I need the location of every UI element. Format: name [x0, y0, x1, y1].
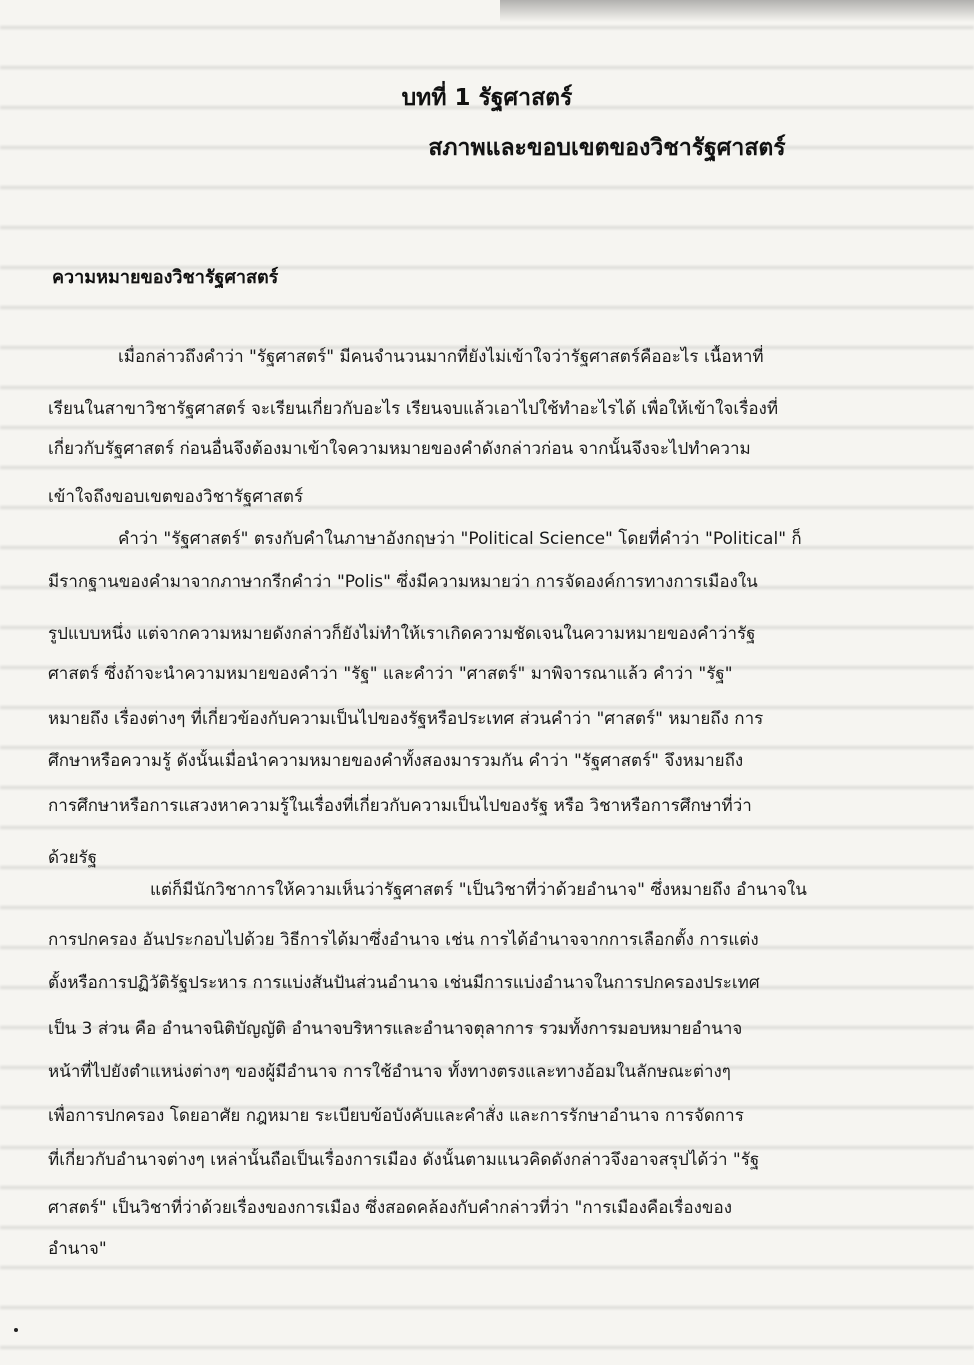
paragraph-line: ที่เกี่ยวกับอำนาจต่างๆ เหล่านั้นถือเป็นเรื่องการเมือง ดังนั้นตามแนวคิดดังกล่าวจึงอาจสรุปได้ว่า "รัฐ [48, 1150, 760, 1170]
paragraph-line: มีรากฐานของคำมาจากภาษากรีกคำว่า "Polis" ซึ่งมีความหมายว่า การจัดองค์การทางการเมืองใน [48, 572, 758, 592]
paragraph-line: แต่ก็มีนักวิชาการให้ความเห็นว่ารัฐศาสตร์ "เป็นวิชาที่ว่าด้วยอำนาจ" ซึ่งหมายถึง อำนาจใน [150, 880, 807, 900]
page-edge-shadow [500, 0, 974, 22]
paragraph-line: ด้วยรัฐ [48, 848, 98, 868]
paragraph-line: ศาสตร์" เป็นวิชาที่ว่าด้วยเรื่องของการเมือง ซึ่งสอดคล้องกับคำกล่าวที่ว่า "การเมืองคือเรื่องของ [48, 1198, 733, 1218]
paragraph-line: การศึกษาหรือการแสวงหาความรู้ในเรื่องที่เกี่ยวกับความเป็นไปของรัฐ หรือ วิชาหรือการศึกษาที่ว่า [48, 796, 752, 816]
section-heading: ความหมายของวิชารัฐศาสตร์ [52, 267, 279, 288]
paragraph-line: เรียนในสาขาวิชารัฐศาสตร์ จะเรียนเกี่ยวกับอะไร เรียนจบแล้วเอาไปใช้ทำอะไรได้ เพื่อให้เข้าใจเรื่องที่ [48, 399, 779, 419]
paragraph-line: เป็น 3 ส่วน คือ อำนาจนิติบัญญัติ อำนาจบริหารและอำนาจตุลาการ รวมทั้งการมอบหมายอำนาจ [48, 1019, 743, 1039]
paragraph-line: เข้าใจถึงขอบเขตของวิชารัฐศาสตร์ [48, 487, 304, 507]
paragraph-line: ศึกษาหรือความรู้ ดังนั้นเมื่อนำความหมายของคำทั้งสองมารวมกัน คำว่า "รัฐศาสตร์" จึงหมายถึง [48, 751, 744, 771]
paragraph-line: ศาสตร์ ซึ่งถ้าจะนำความหมายของคำว่า "รัฐ" และคำว่า "ศาสตร์" มาพิจารณาแล้ว คำว่า "รัฐ" [48, 664, 733, 684]
paragraph-line: อำนาจ" [48, 1239, 107, 1259]
paragraph-line: หมายถึง เรื่องต่างๆ ที่เกี่ยวข้องกับความเป็นไปของรัฐหรือประเทศ ส่วนคำว่า "ศาสตร์" หมายถึง การ [48, 709, 764, 729]
paragraph-line: รูปแบบหนึ่ง แต่จากความหมายดังกล่าวก็ยังไม่ทำให้เราเกิดความชัดเจนในความหมายของคำว่ารัฐ [48, 624, 756, 644]
paragraph-line: คำว่า "รัฐศาสตร์" ตรงกับคำในภาษาอังกฤษว่า "Political Science" โดยที่คำว่า "Political" ก็ [118, 529, 802, 549]
margin-speck [14, 1328, 18, 1332]
paragraph-line: เพื่อการปกครอง โดยอาศัย กฎหมาย ระเบียบข้อบังคับและคำสั่ง และการรักษาอำนาจ การจัดการ [48, 1106, 744, 1126]
paragraph-line: ตั้งหรือการปฏิวัติรัฐประหาร การแบ่งสันปันส่วนอำนาจ เช่นมีการแบ่งอำนาจในการปกครองประเทศ [48, 973, 760, 993]
chapter-subtitle: สภาพและขอบเขตของวิชารัฐศาสตร์ [428, 135, 786, 161]
paragraph-line: เกี่ยวกับรัฐศาสตร์ ก่อนอื่นจึงต้องมาเข้าใจความหมายของคำดังกล่าวก่อน จากนั้นจึงจะไปทำความ [48, 439, 751, 459]
paragraph-line: เมื่อกล่าวถึงคำว่า "รัฐศาสตร์" มีคนจำนวนมากที่ยังไม่เข้าใจว่ารัฐศาสตร์คืออะไร เนื้อหาที่ [118, 347, 764, 367]
chapter-title: บทที่ 1 รัฐศาสตร์ [401, 85, 573, 111]
paragraph-line: การปกครอง อันประกอบไปด้วย วิธีการได้มาซึ่งอำนาจ เช่น การได้อำนาจจากการเลือกตั้ง การแต่ง [48, 930, 759, 950]
paragraph-line: หน้าที่ไปยังตำแหน่งต่างๆ ของผู้มีอำนาจ การใช้อำนาจ ทั้งทางตรงและทางอ้อมในลักษณะต่างๆ [48, 1062, 731, 1082]
